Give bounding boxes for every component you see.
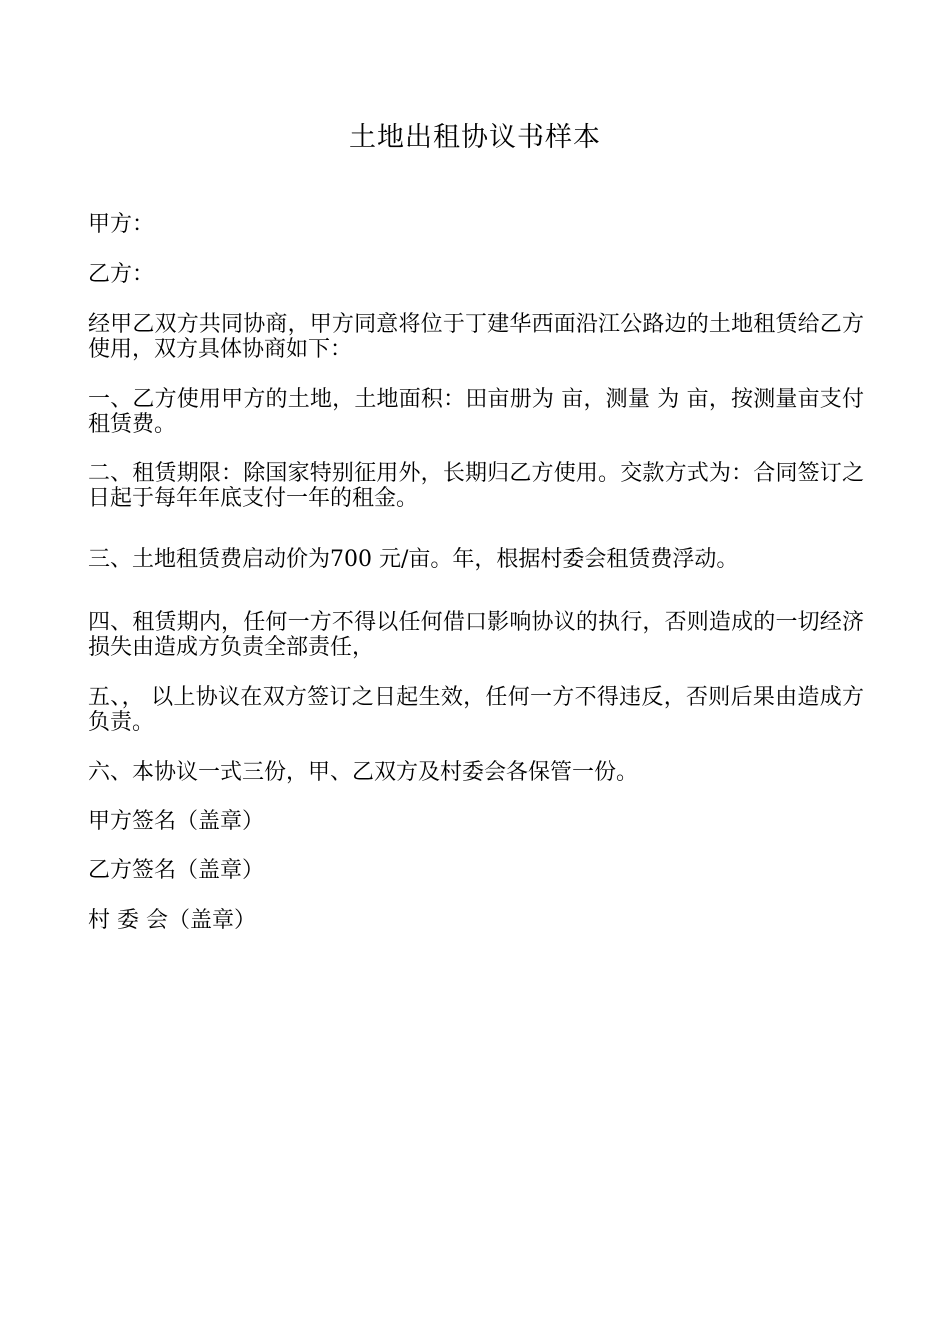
party-a-label: 甲方： — [88, 212, 155, 237]
clause-6: 六、本协议一式三份，甲、乙双方及村委会各保管一份。 — [88, 760, 639, 785]
clause-5: 五、， 以上协议在双方签订之日起生效，任何一方不得违反，否则后果由造成方负责。 — [88, 685, 864, 735]
signature-village-committee: 村 委 会（盖章） — [88, 908, 256, 933]
clause-1: 一、乙方使用甲方的土地，土地面积：田亩册为 亩，测量 为 亩，按测量亩支付租赁费。 — [88, 387, 864, 437]
clause-2: 二、租赁期限：除国家特别征用外，长期归乙方使用。交款方式为：合同签订之日起于每年年底支付一年的租金。 — [88, 461, 864, 511]
clause-3: 三、土地租赁费启动价为700 元/亩。年，根据村委会租赁费浮动。 — [88, 547, 739, 572]
signature-party-a: 甲方签名（盖章） — [88, 809, 265, 834]
document-title: 土地出租协议书样本 — [349, 122, 601, 153]
clause-4: 四、租赁期内，任何一方不得以任何借口影响协议的执行，否则造成的一切经济损失由造成方负责全部责任， — [88, 610, 864, 660]
party-b-label: 乙方： — [88, 262, 155, 287]
signature-party-b: 乙方签名（盖章） — [88, 858, 265, 883]
intro-paragraph: 经甲乙双方共同协商，甲方同意将位于丁建华西面沿江公路边的土地租赁给乙方使用，双方具体协商如下： — [88, 312, 864, 362]
